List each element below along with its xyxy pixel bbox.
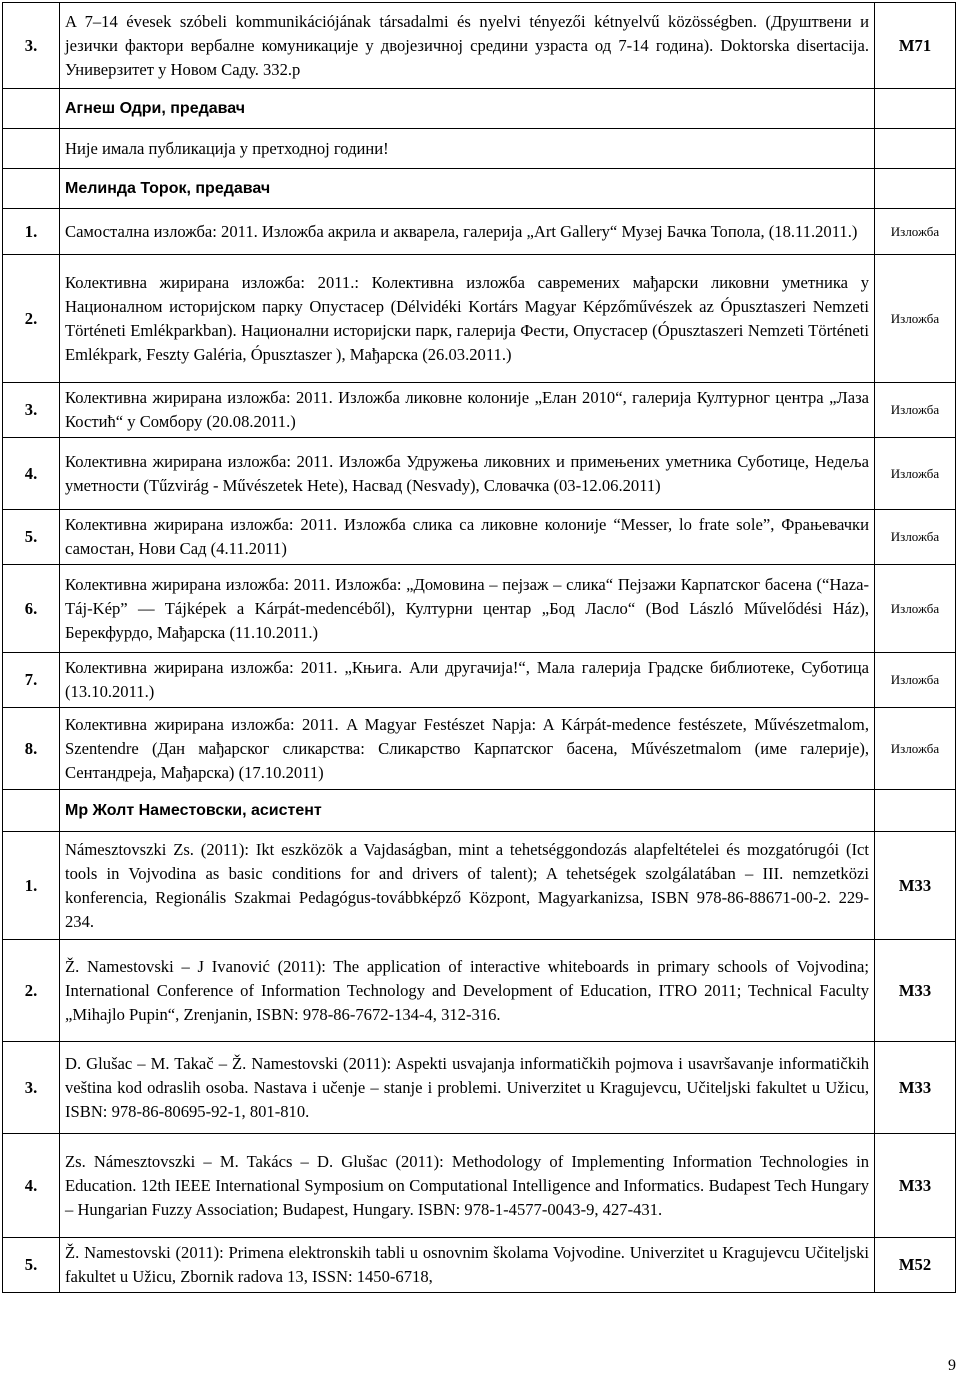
category-code xyxy=(875,169,956,209)
category-code: Изложба xyxy=(875,565,956,653)
entry-text: Námesztovszki Zs. (2011): Ikt eszközök a Vajdaságban, mint a tehetséggondozás alapfeltételei és mozgatórugói (Ict tools in Vojvodina as basic conditions for and drivers of talent); A tehetségek szolgálatában – III. nemzetközi konferencia, Regionális Szakmai Pedagógus-továbbképző Központ, Magyarkanizsa, ISBN 978-86-88671-00-2. 229-234. xyxy=(60,832,875,940)
category-code: Изложба xyxy=(875,209,956,255)
entry-number xyxy=(3,169,60,209)
entry-text: Ž. Namestovski (2011): Primena elektronskih tabli u osnovnim školama Vojvodine. Univerzitet u Kragujevcu Učiteljski fakultet u Užicu, Zbornik radova 13, ISSN: 1450-6718, xyxy=(60,1238,875,1293)
entry-number: 3. xyxy=(3,383,60,438)
table-row xyxy=(3,3,956,89)
table-row xyxy=(3,209,956,255)
entry-number: 2. xyxy=(3,255,60,383)
entry-number: 1. xyxy=(3,209,60,255)
entry-text: Колективна жирирана изложба: 2011. Изложба ликовне колоније „Елан 2010“, галерија Културног центра „Лаза Костић“ у Сомбору (20.08.2011.) xyxy=(60,383,875,438)
table-row xyxy=(3,255,956,383)
person-name: Мр Жолт Наместовски, асистент xyxy=(60,790,875,832)
entry-text: Колективна жирирана изложба: 2011. A Magyar Festészet Napja: A Kárpát-medence festészete, Művészetmalom, Szentendre (Дан мађарског сликарства: Сликарство Карпатског басена, Művészetmalom (име галерије), Сентандреја, Мађарска) (17.10.2011) xyxy=(60,708,875,790)
category-code: Изложба xyxy=(875,708,956,790)
entry-number: 2. xyxy=(3,940,60,1042)
person-name: Мелинда Торок, предавач xyxy=(60,169,875,209)
entry-number: 5. xyxy=(3,1238,60,1293)
entry-number xyxy=(3,129,60,169)
entry-number xyxy=(3,790,60,832)
table-row xyxy=(3,1042,956,1134)
category-code: Изложба xyxy=(875,255,956,383)
entry-number: 4. xyxy=(3,1134,60,1238)
table-row xyxy=(3,1238,956,1293)
table-row xyxy=(3,510,956,565)
entry-text: Колективна жирирана изложба: 2011.: Колективна изложба савремених мађарски ликовни уметника у Националном историјском парку Опустасер (Délvidéki Kortárs Magyar Képzőművészek az Ópusztaszeri Nemzeti Történeti Emlékparkban). Национални историјски парк, галерија Фести, Опустасер (Ópusztaszeri Nemzeti Történeti Emlékpark, Feszty Galéria, Ópusztaszer ), Мађарска (26.03.2011.) xyxy=(60,255,875,383)
table-row xyxy=(3,383,956,438)
table-row xyxy=(3,832,956,940)
entry-text: Колективна жирирана изложба: 2011. „Књига. Али другачија!“, Мала галерија Градске библиотеке, Суботица (13.10.2011.) xyxy=(60,653,875,708)
category-code xyxy=(875,89,956,129)
entry-number: 7. xyxy=(3,653,60,708)
entry-text: Ž. Namestovski – J Ivanović (2011): The application of interactive whiteboards in primary schools of Vojvodina; International Conference of Information Technology and Development of Education, ITRO 2011; Technical Faculty „Mihajlo Pupin“, Zrenjanin, ISBN: 978-86-7672-134-4, 312-316. xyxy=(60,940,875,1042)
entry-number: 3. xyxy=(3,3,60,89)
entry-text: Колективна жирирана изложба: 2011. Изложба слика са ликовне колоније “Messer, lo frate sole”, Фрањевачки самостан, Нови Сад (4.11.2011) xyxy=(60,510,875,565)
person-name: Агнеш Одри, предавач xyxy=(60,89,875,129)
entry-number: 6. xyxy=(3,565,60,653)
entry-text: D. Glušac – M. Takač – Ž. Namestovski (2011): Aspekti usvajanja informatičkih pojmova i usavršavanje informatičkih veština kod odraslih osoba. Nastava i učenje – stanje i problemi. Univerzitet u Kragujevcu, Učiteljski fakultet u Užicu, ISBN: 978-86-80695-92-1, 801-810. xyxy=(60,1042,875,1134)
table-row xyxy=(3,1134,956,1238)
person-heading-row xyxy=(3,89,956,129)
category-code: M52 xyxy=(875,1238,956,1293)
category-code: Изложба xyxy=(875,510,956,565)
person-heading-row xyxy=(3,790,956,832)
entry-number: 3. xyxy=(3,1042,60,1134)
category-code: M71 xyxy=(875,3,956,89)
entry-text: Zs. Námesztovszki – M. Takács – D. Glušac (2011): Methodology of Implementing Information Technologies in Education. 12th IEEE International Symposium on Computational Intelligence and Informatics. Budapest Tech Hungary – Hungarian Fuzzy Association; Budapest, Hungary. ISBN: 978-1-4577-0043-9, 427-431. xyxy=(60,1134,875,1238)
category-code: Изложба xyxy=(875,383,956,438)
category-code: Изложба xyxy=(875,438,956,510)
category-code xyxy=(875,790,956,832)
entry-text: Није имала публикација у претходној години! xyxy=(60,129,875,169)
table-row xyxy=(3,708,956,790)
entry-text: Самостална изложба: 2011. Изложба акрила и акварела, галерија „Art Gallery“ Музеј Бачка Топола, (18.11.2011.) xyxy=(60,209,875,255)
category-code: M33 xyxy=(875,1134,956,1238)
table-row xyxy=(3,565,956,653)
note-row xyxy=(3,129,956,169)
entry-text: Колективна жирирана изложба: 2011. Изложба Удружења ликовних и примењених уметника Суботице, Недеља уметности (Tűzvirág - Művészetek Hete), Насвад (Nesvady), Словачка (03-12.06.2011) xyxy=(60,438,875,510)
page-number: 9 xyxy=(948,1357,956,1374)
entry-number xyxy=(3,89,60,129)
entry-text: A 7–14 évesek szóbeli kommunikációjának társadalmi és nyelvi tényezői kétnyelvű közösségben. (Друштвени и језички фактори вербалне комуникације у двојезичној средини узраста од 7-14 година). Doktorska disertacija. Универзитет у Новом Саду. 332.p xyxy=(60,3,875,89)
person-heading-row xyxy=(3,169,956,209)
category-code: M33 xyxy=(875,940,956,1042)
table-row xyxy=(3,940,956,1042)
entry-number: 4. xyxy=(3,438,60,510)
category-code: M33 xyxy=(875,1042,956,1134)
category-code: Изложба xyxy=(875,653,956,708)
entry-number: 1. xyxy=(3,832,60,940)
publications-table xyxy=(2,2,956,1293)
category-code xyxy=(875,129,956,169)
table-row xyxy=(3,438,956,510)
category-code: M33 xyxy=(875,832,956,940)
entry-number: 5. xyxy=(3,510,60,565)
entry-text: Колективна жирирана изложба: 2011. Изложба: „Домовина – пејзаж – слика“ Пејзажи Карпатског басена (“Haza-Táj-Kép” — Tájképek a Kárpát-medencéből), Културни центар „Бод Ласло“ (Bod László Művelődési Ház), Берекфурдо, Мађарска (11.10.2011.) xyxy=(60,565,875,653)
entry-number: 8. xyxy=(3,708,60,790)
table-row xyxy=(3,653,956,708)
